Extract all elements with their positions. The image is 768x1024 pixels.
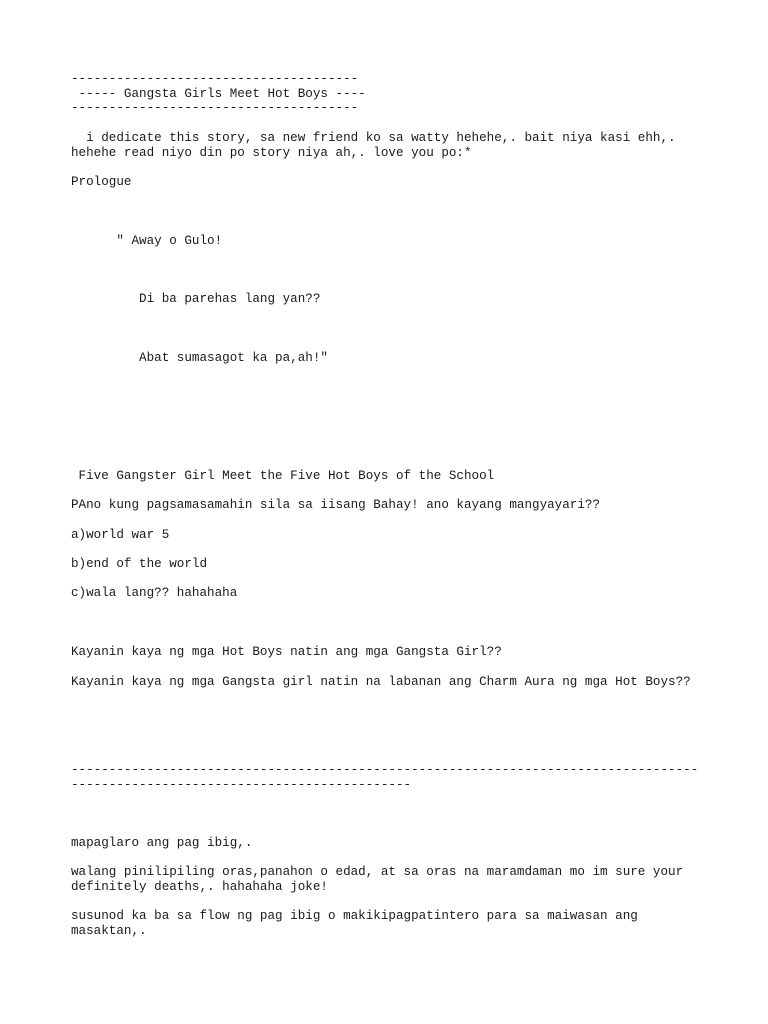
paragraph-1: mapaglaro ang pag ibig,. — [71, 836, 253, 850]
option-a: a)world war 5 — [71, 528, 170, 542]
premise-line: Five Gangster Girl Meet the Five Hot Boys of the School — [71, 469, 495, 483]
question-line: PAno kung pagsamasamahin sila sa iisang Bahay! ano kayang mangyayari?? — [71, 498, 601, 512]
tagline-1: Kayanin kaya ng mga Hot Boys natin ang mga Gangsta Girl?? — [71, 645, 502, 659]
dedication-line-2: hehehe read niyo din po story niya ah,. love you po:* — [71, 146, 472, 160]
header-rule-top: -------------------------------------- — [71, 72, 359, 86]
divider-line-2: --------------------------------------------- — [71, 778, 412, 792]
story-title: ----- Gangsta Girls Meet Hot Boys ---- — [71, 87, 366, 101]
dedication-line-1: i dedicate this story, sa new friend ko sa watty hehehe,. bait niya kasi ehh,. — [71, 131, 676, 145]
paragraph-3-line-1: susunod ka ba sa flow ng pag ibig o makikipagpatintero para sa maiwasan ang — [71, 909, 638, 923]
option-b: b)end of the world — [71, 557, 208, 571]
paragraph-3-line-2: masaktan,. — [71, 924, 147, 938]
prologue-heading: Prologue — [71, 175, 132, 189]
paragraph-2-line-1: walang pinilipiling oras,panahon o edad, at sa oras na maramdaman mo im sure your — [71, 865, 684, 879]
quote-line-3: Abat sumasagot ka pa,ah!" — [71, 351, 328, 365]
quote-line-1: " Away o Gulo! — [71, 234, 223, 248]
paragraph-2-line-2: definitely deaths,. hahahaha joke! — [71, 880, 328, 894]
quote-line-2: Di ba parehas lang yan?? — [71, 292, 321, 306]
header-rule-bottom: -------------------------------------- — [71, 101, 359, 115]
divider-line-1: ----------------------------------------------------------------------------------- — [71, 763, 699, 777]
tagline-2: Kayanin kaya ng mga Gangsta girl natin na labanan ang Charm Aura ng mga Hot Boys?? — [71, 675, 691, 689]
option-c: c)wala lang?? hahahaha — [71, 586, 238, 600]
